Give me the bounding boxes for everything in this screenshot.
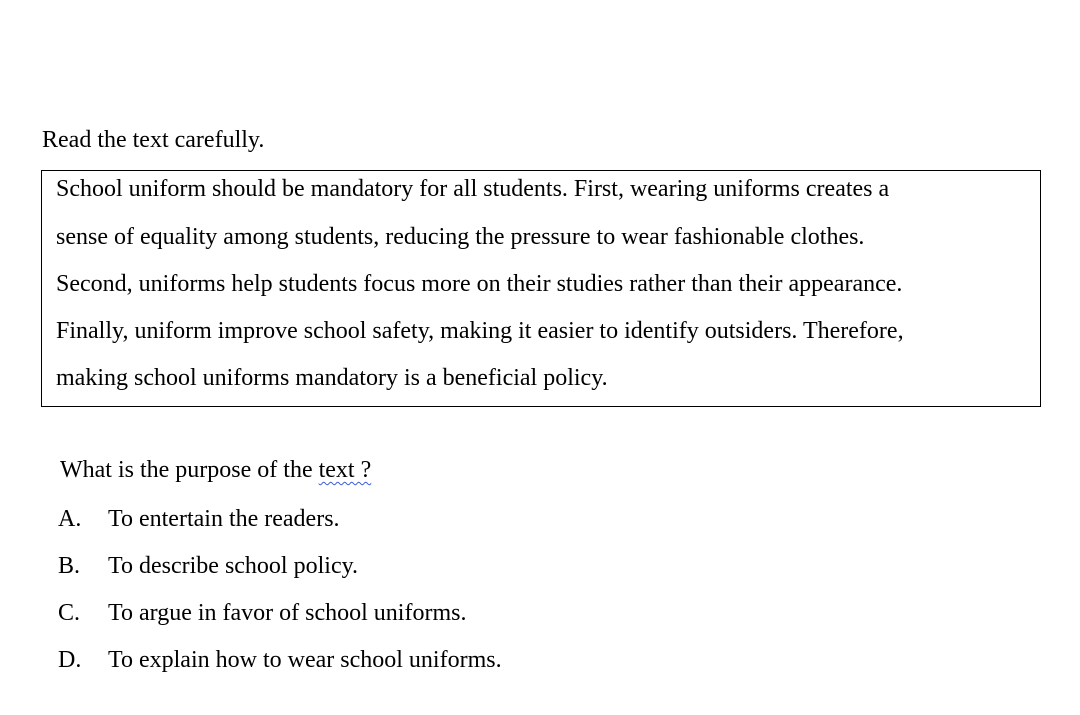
- passage-box: [41, 170, 1041, 407]
- option-text: To explain how to wear school uniforms.: [108, 647, 502, 673]
- passage-line-4: Finally, uniform improve school safety, making it easier to identify outsiders. Therefore,: [56, 318, 904, 344]
- option-letter: A.: [58, 506, 82, 532]
- option-text: To describe school policy.: [108, 553, 359, 579]
- option-d[interactable]: [58, 644, 502, 676]
- option-letter: B.: [58, 553, 81, 579]
- passage-line-1: School uniform should be mandatory for all students. First, wearing uniforms creates a: [56, 176, 890, 202]
- option-letter: C.: [58, 600, 81, 626]
- option-c[interactable]: [58, 597, 466, 629]
- option-text: To entertain the readers.: [108, 506, 340, 532]
- option-letter: D.: [58, 647, 82, 673]
- instruction-text: Read the text carefully.: [42, 127, 265, 153]
- question-prefix: What is the purpose of the: [60, 457, 319, 483]
- question-text: [60, 454, 371, 486]
- option-b[interactable]: [58, 550, 358, 582]
- passage-line-3: Second, uniforms help students focus more on their studies rather than their appearance.: [56, 271, 903, 297]
- passage-line-5: making school uniforms mandatory is a beneficial policy.: [56, 365, 608, 391]
- passage-line-2: sense of equality among students, reducing the pressure to wear fashionable clothes.: [56, 224, 865, 250]
- option-text: To argue in favor of school uniforms.: [108, 600, 467, 626]
- spellcheck-flagged-word[interactable]: text ?: [318, 457, 372, 483]
- option-a[interactable]: [58, 503, 340, 535]
